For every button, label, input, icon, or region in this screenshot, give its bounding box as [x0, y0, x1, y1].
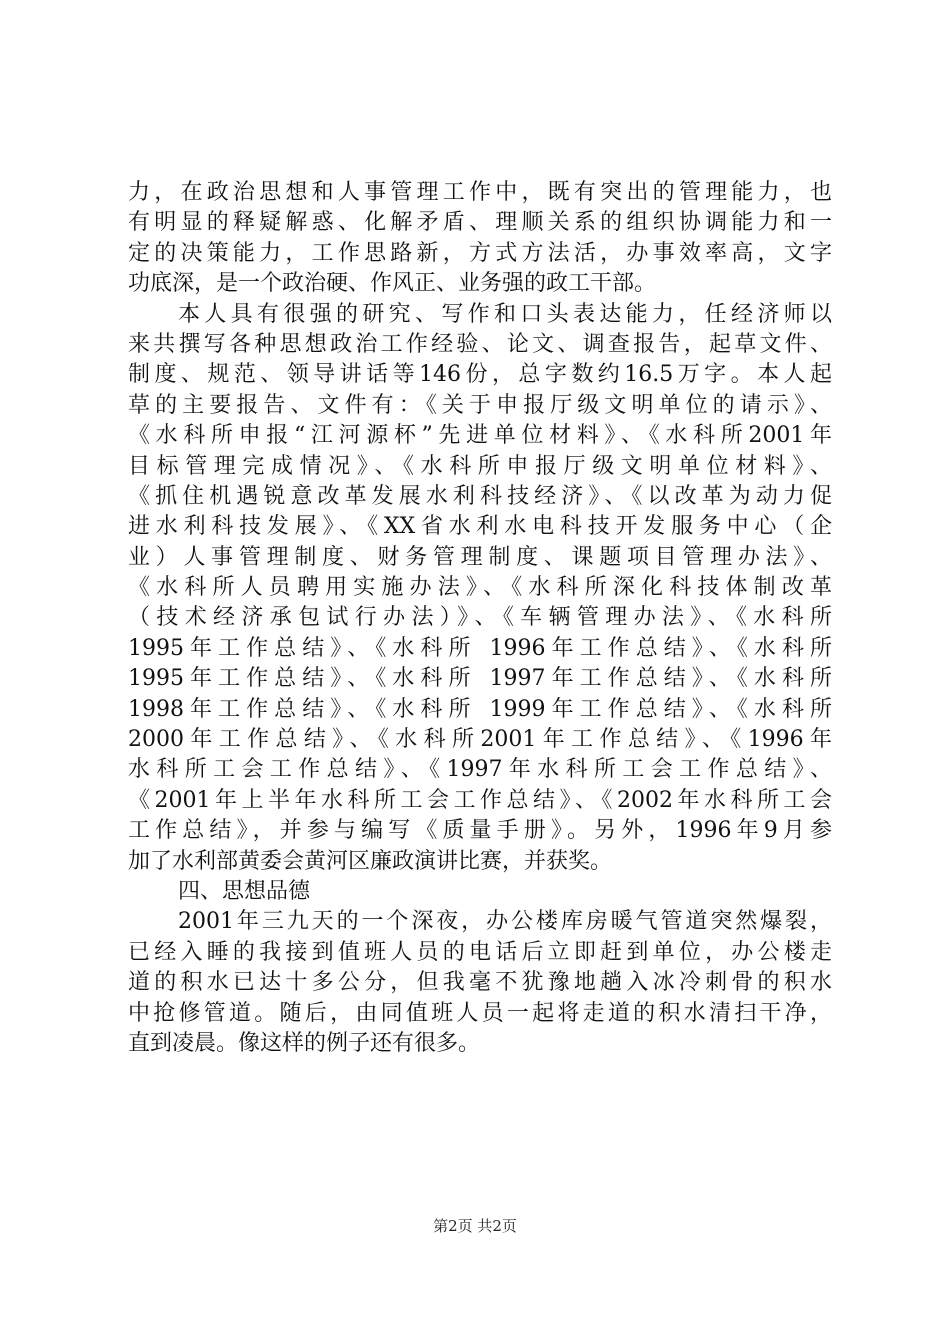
text-line: 1995年工作总结》、《水科所 1997年工作总结》、《水科所 — [128, 666, 832, 692]
text-line: 《抓住机遇锐意改革发展水利科技经济》、《以改革为动力促 — [128, 483, 832, 509]
text-line: 水科所工会工作总结》、《1997年水科所工会工作总结》、 — [128, 757, 832, 783]
text-line: 业）人事管理制度、财务管理制度、课题项目管理办法》、 — [128, 544, 832, 570]
text-line: 中抢修管道。随后，由同值班人员一起将走道的积水清扫干净， — [128, 1000, 832, 1026]
text-line: 有明显的释疑解惑、化解矛盾、理顺关系的组织协调能力和一 — [128, 210, 832, 236]
section-heading: 四、思想品德 — [178, 878, 311, 904]
page-footer: 第2页 共2页 — [433, 1217, 517, 1235]
text-line: 本人具有很强的研究、写作和口头表达能力，任经济师以 — [178, 301, 832, 327]
text-line: 工作总结》，并参与编写《质量手册》。另外，1996年9月参 — [128, 818, 832, 844]
text-line: （技术经济承包试行办法）》、《车辆管理办法》、《水科所 — [128, 605, 832, 631]
text-line: 力，在政治思想和人事管理工作中，既有突出的管理能力，也 — [128, 180, 832, 205]
text-line: 直到凌晨。像这样的例子还有很多。 — [128, 1030, 481, 1056]
text-line: 功底深，是一个政治硬、作风正、业务强的政工干部。 — [128, 271, 657, 297]
text-line: 已经入睡的我接到值班人员的电话后立即赶到单位，办公楼走 — [128, 939, 832, 965]
text-line: 《2001年上半年水科所工会工作总结》、《2002年水科所工会 — [128, 787, 832, 813]
text-line: 制度、规范、领导讲话等146份，总字数约16.5万字。本人起 — [128, 362, 832, 388]
text-line: 定的决策能力，工作思路新，方式方法活，办事效率高，文字 — [128, 240, 832, 266]
text-line: 目标管理完成情况》、《水科所申报厅级文明单位材料》、 — [128, 453, 832, 479]
text-line: 2001年三九天的一个深夜，办公楼库房暖气管道突然爆裂， — [178, 909, 832, 935]
text-line: 进水利科技发展》、《XX省水利水电科技开发服务中心（企 — [128, 514, 832, 540]
text-line: 《水科所人员聘用实施办法》、《水科所深化科技体制改革 — [128, 575, 832, 601]
text-line: 1998年工作总结》、《水科所 1999年工作总结》、《水科所 — [128, 696, 832, 722]
text-line: 草的主要报告、文件有：《关于申报厅级文明单位的请示》、 — [128, 392, 832, 418]
document-body — [128, 178, 832, 1059]
text-line: 加了水利部黄委会黄河区廉政演讲比赛，并获奖。 — [128, 848, 613, 874]
text-line: 《水科所申报“江河源杯”先进单位材料》、《水科所2001年 — [128, 423, 832, 449]
text-line: 2000年工作总结》、《水科所2001年工作总结》、《1996年 — [128, 727, 832, 753]
text-line: 来共撰写各种思想政治工作经验、论文、调查报告，起草文件、 — [128, 331, 832, 357]
text-line: 1995年工作总结》、《水科所 1996年工作总结》、《水科所 — [128, 635, 832, 661]
text-line: 道的积水已达十多公分，但我毫不犹豫地趟入冰冷刺骨的积水 — [128, 970, 832, 996]
